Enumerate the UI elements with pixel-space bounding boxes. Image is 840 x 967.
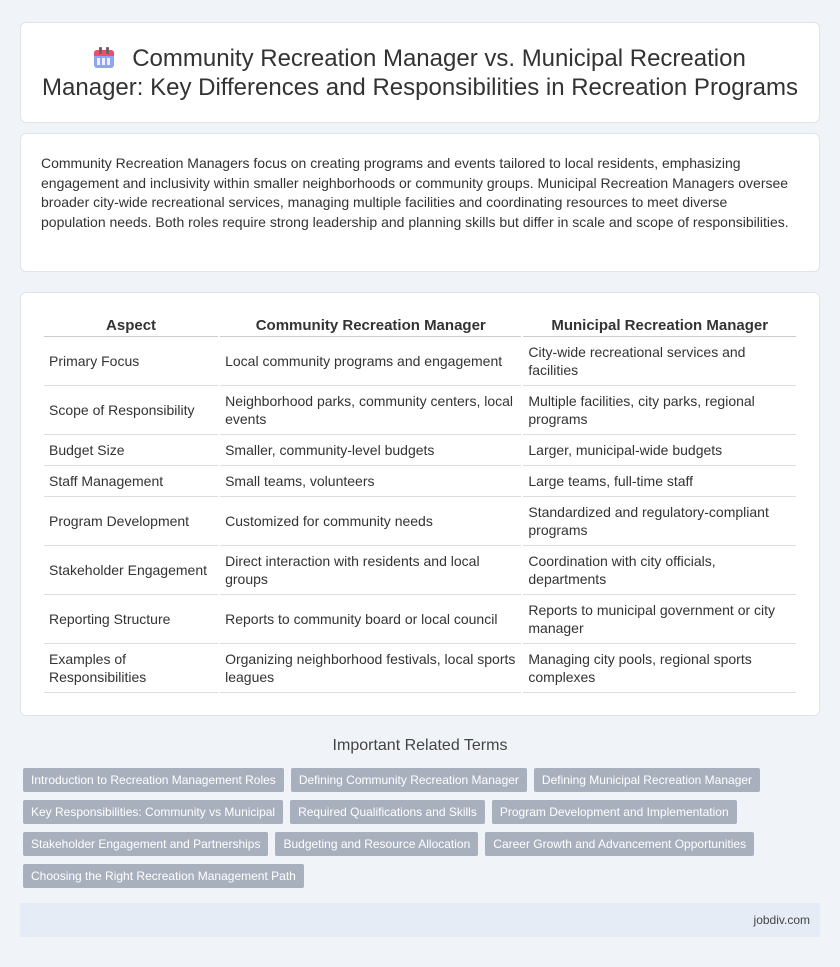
table-cell: Standardized and regulatory-compliant programs <box>523 497 796 546</box>
related-terms-title: Important Related Terms <box>332 737 508 754</box>
table-cell: Small teams, volunteers <box>220 466 521 497</box>
table-cell: Local community programs and engagement <box>220 337 521 386</box>
column-header-community: Community Recreation Manager <box>220 315 521 337</box>
column-header-aspect: Aspect <box>44 315 218 337</box>
related-term-tag[interactable]: Key Responsibilities: Community vs Municipal <box>23 800 283 824</box>
table-cell: City-wide recreational services and facilities <box>523 337 796 386</box>
table-row <box>44 466 796 497</box>
footer <box>20 903 820 937</box>
table-cell: Staff Management <box>44 466 218 497</box>
calendar-icon <box>94 47 114 68</box>
related-term-tag[interactable]: Defining Community Recreation Manager <box>291 768 527 792</box>
table-cell: Reports to community board or local council <box>220 595 521 644</box>
related-term-tag[interactable]: Stakeholder Engagement and Partnerships <box>23 832 268 856</box>
page-title-text: Community Recreation Manager vs. Municipal Recreation Manager: Key Differences and Responsibilities in Recreation Programs <box>42 45 798 101</box>
summary-card <box>20 133 820 272</box>
related-term-tag[interactable]: Program Development and Implementation <box>492 800 737 824</box>
related-terms-tags <box>23 768 803 888</box>
table-cell: Budget Size <box>44 435 218 466</box>
table-cell: Larger, municipal-wide budgets <box>523 435 796 466</box>
summary-text: Community Recreation Managers focus on creating programs and events tailored to local residents, emphasizing engagement and inclusivity within smaller neighborhoods or community groups. Municipal Recreation Managers oversee broader city-wide recreational services, managing multiple facilities and coordinating resources to meet diverse population needs. Both roles require strong leadership and planning skills but differ in scale and scope of responsibilities. <box>41 155 789 230</box>
related-term-tag[interactable]: Career Growth and Advancement Opportunities <box>485 832 754 856</box>
table-cell: Reports to municipal government or city manager <box>523 595 796 644</box>
comparison-table <box>42 315 798 693</box>
table-cell: Customized for community needs <box>220 497 521 546</box>
table-row <box>44 497 796 546</box>
table-cell: Examples of Responsibilities <box>44 644 218 693</box>
table-cell: Scope of Responsibility <box>44 386 218 435</box>
comparison-table-card <box>20 292 820 716</box>
table-row <box>44 546 796 595</box>
table-cell: Coordination with city officials, departments <box>523 546 796 595</box>
table-cell: Managing city pools, regional sports complexes <box>523 644 796 693</box>
table-header-row <box>44 315 796 337</box>
related-term-tag[interactable]: Budgeting and Resource Allocation <box>275 832 478 856</box>
table-row <box>44 386 796 435</box>
table-cell: Program Development <box>44 497 218 546</box>
table-row <box>44 644 796 693</box>
table-cell: Multiple facilities, city parks, regional programs <box>523 386 796 435</box>
page-title <box>41 44 799 102</box>
table-row <box>44 595 796 644</box>
related-term-tag[interactable]: Defining Municipal Recreation Manager <box>534 768 760 792</box>
table-row <box>44 337 796 386</box>
table-cell: Direct interaction with residents and local groups <box>220 546 521 595</box>
footer-site-link[interactable]: jobdiv.com <box>753 913 810 927</box>
table-cell: Large teams, full-time staff <box>523 466 796 497</box>
table-cell: Neighborhood parks, community centers, local events <box>220 386 521 435</box>
column-header-municipal: Municipal Recreation Manager <box>523 315 796 337</box>
table-cell: Stakeholder Engagement <box>44 546 218 595</box>
table-cell: Organizing neighborhood festivals, local sports leagues <box>220 644 521 693</box>
related-term-tag[interactable]: Choosing the Right Recreation Management Path <box>23 864 304 888</box>
related-term-tag[interactable]: Required Qualifications and Skills <box>290 800 485 824</box>
related-term-tag[interactable]: Introduction to Recreation Management Roles <box>23 768 284 792</box>
table-row <box>44 435 796 466</box>
table-cell: Reporting Structure <box>44 595 218 644</box>
table-cell: Smaller, community-level budgets <box>220 435 521 466</box>
title-card <box>20 22 820 123</box>
table-cell: Primary Focus <box>44 337 218 386</box>
